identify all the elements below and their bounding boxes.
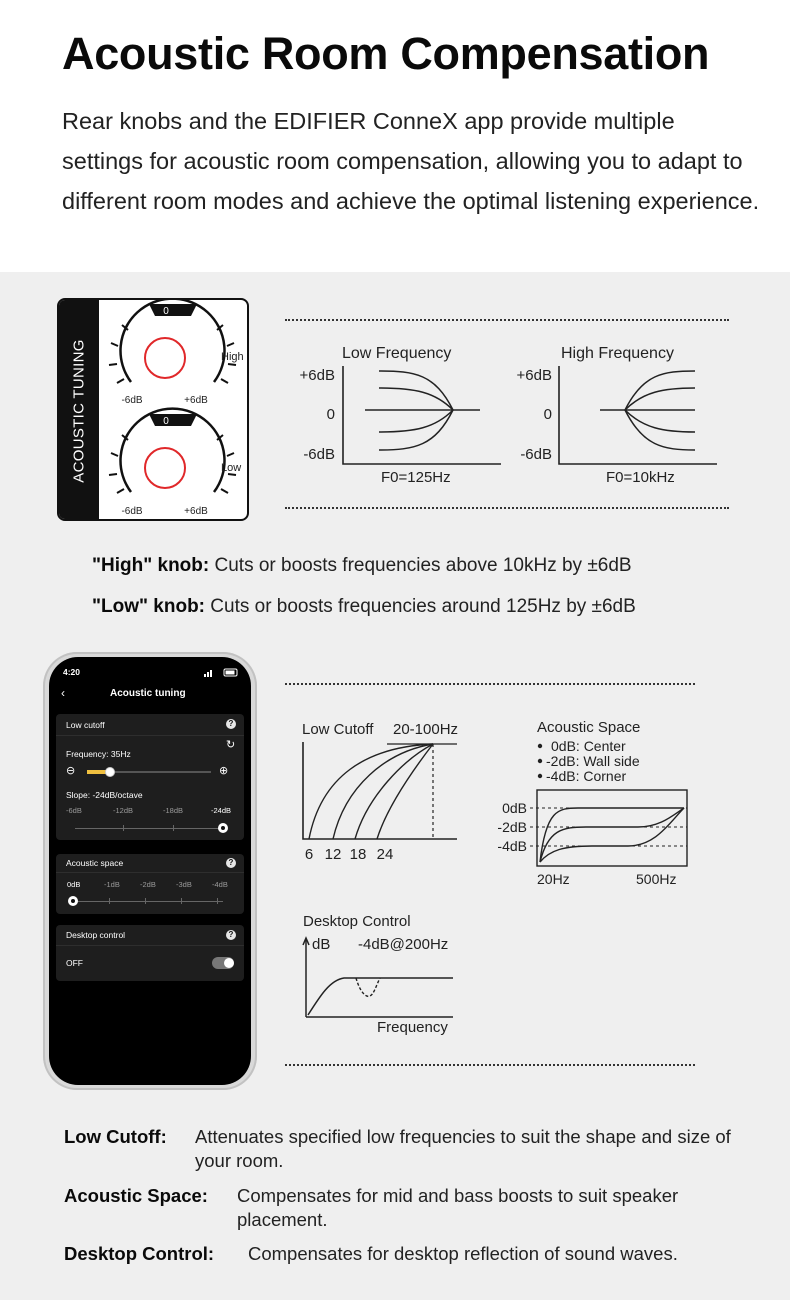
footer-item-name: Low Cutoff: [64,1126,167,1147]
acoustic-space-option[interactable]: -2dB [140,880,156,889]
divider-top [285,319,729,321]
acoustic-space-option[interactable]: -1dB [104,880,120,889]
acoustic-space-chart-title: Acoustic Space [537,719,641,736]
desktop-control-toggle[interactable] [212,957,234,969]
desktop-control-separator [56,945,244,946]
acoustic-space-option[interactable]: -4dB [212,880,228,889]
low-cutoff-help-icon[interactable]: ? [226,719,236,729]
status-icons [204,668,240,677]
high-knob-max: +6dB [184,395,208,406]
desktop-control-title: Desktop control [66,930,126,940]
acoustic-space-bullet: -2dB: Wall side [546,753,640,769]
acoustic-space-x-label: 500Hz [636,871,677,887]
intro-text: Rear knobs and the EDIFIER ConneX app provide multiple settings for acoustic room compensation, allowing you to adapt to different room modes and achieve the optimal listening experience. [62,108,760,214]
phone-screen [49,657,251,1085]
acoustic-space-separator [56,872,244,873]
slope-tick [173,825,174,831]
high-frequency-y-top: +6dB [516,367,552,384]
slope-option[interactable]: -12dB [113,806,134,815]
footer-item-name: Acoustic Space: [64,1185,208,1206]
low-knob-description [92,596,636,618]
acoustic-space-bullet: 0dB: Center [551,738,626,754]
back-icon[interactable]: ‹ [61,686,65,700]
tuning-strip-label: ACOUSTIC TUNING [70,339,88,483]
low-knob[interactable] [109,409,236,493]
acoustic-space-tick [181,898,182,904]
low-cutoff-chart [295,712,470,867]
slope-tick [123,825,124,831]
frequency-label: Frequency: 35Hz [66,749,131,759]
low-knob-name: "Low" knob: [92,596,205,617]
slope-slider-handle[interactable] [218,823,228,833]
high-knob-text: Cuts or boosts frequencies above 10kHz by ±6dB [209,555,632,576]
acoustic-space-option[interactable]: -3dB [176,880,192,889]
divider-bottom [285,507,729,509]
acoustic-space-option-selected[interactable]: 0dB [67,880,81,889]
low-cutoff-chart-range: 20-100Hz [393,721,459,738]
footer-item-text: Attenuates specified low frequencies to suit the shape and size of your room. [195,1126,731,1171]
low-cutoff-title: Low cutoff [66,720,105,730]
low-frequency-title: Low Frequency [342,345,452,362]
desktop-control-chart [298,908,463,1038]
low-knob-label: Low [221,462,242,474]
footer-item-text: Compensates for desktop reflection of sound waves. [248,1243,678,1264]
status-time: 4:20 [63,667,81,677]
acoustic-space-x-label: 20Hz [537,871,570,887]
acoustic-space-tick [109,898,110,904]
acoustic-space-tick [217,898,218,904]
acoustic-space-y-label: -2dB [497,819,527,835]
low-frequency-y-top: +6dB [299,367,335,384]
high-frequency-title: High Frequency [561,345,674,362]
low-frequency-y-mid: 0 [326,406,335,423]
low-frequency-footer: F0=125Hz [381,469,451,486]
high-knob[interactable] [109,300,236,383]
acoustic-space-y-label: -4dB [497,838,527,854]
low-cutoff-chart-title: Low Cutoff [302,721,374,738]
desktop-chart-title: Desktop Control [303,913,411,930]
slope-option[interactable]: -6dB [66,806,82,815]
desktop-chart-x-label: Frequency [377,1019,448,1036]
acoustic-space-tick [145,898,146,904]
low-cutoff-card [56,714,244,840]
desktop-chart-y-label: dB [312,936,331,953]
frequency-decrease-icon[interactable]: ⊖ [66,765,76,777]
slope-slider-track[interactable] [75,828,223,829]
acoustic-space-chart [488,712,698,892]
desktop-chart-note: -4dB@200Hz [358,936,449,953]
low-knob-zero: 0 [163,416,169,427]
phone-mockup [43,652,257,1090]
slope-option-selected[interactable]: -24dB [211,806,232,815]
low-knob-min: -6dB [121,506,143,517]
high-frequency-y-bottom: -6dB [520,446,552,463]
frequency-increase-icon[interactable]: ⊕ [219,765,229,777]
low-knob-text: Cuts or boosts frequencies around 125Hz by ±6dB [205,596,636,617]
low-cutoff-x-label: 12 [324,846,342,863]
high-knob-description [92,555,632,577]
page-title: Acoustic Room Compensation [62,28,710,79]
acoustic-space-help-icon[interactable]: ? [226,858,236,868]
acoustic-space-slider-handle[interactable] [68,896,78,906]
eq-charts [285,330,730,500]
high-knob-name: "High" knob: [92,555,210,576]
reset-icon[interactable]: ↻ [226,739,236,751]
acoustic-space-slider-track[interactable] [73,901,223,902]
acoustic-tuning-card [57,298,249,521]
header-section [0,0,790,272]
desktop-control-help-icon[interactable]: ? [226,930,236,940]
low-frequency-y-bottom: -6dB [303,446,335,463]
slope-option[interactable]: -18dB [163,806,184,815]
divider-lower [285,1064,695,1066]
low-cutoff-x-label: 24 [376,846,394,863]
low-cutoff-x-label: 6 [304,846,314,863]
high-knob-zero: 0 [163,306,169,317]
high-frequency-chart [517,345,717,486]
high-frequency-footer: F0=10kHz [606,469,675,486]
low-knob-max: +6dB [184,506,208,517]
divider-upper [285,683,695,685]
slope-label: Slope: -24dB/octave [66,790,143,800]
nav-title: Acoustic tuning [110,688,186,699]
low-frequency-chart [300,345,501,486]
acoustic-space-bullet: -4dB: Corner [546,768,627,784]
footer-item-name: Desktop Control: [64,1243,215,1264]
knob-dials [59,300,249,521]
low-cutoff-x-label: 18 [349,846,367,863]
acoustic-space-title: Acoustic space [66,858,124,868]
high-knob-min: -6dB [121,395,143,406]
desktop-control-state: OFF [66,958,83,968]
high-frequency-y-mid: 0 [543,406,552,423]
acoustic-space-y-label: 0dB [502,800,527,816]
high-knob-label: High [221,351,244,363]
low-cutoff-separator [56,735,244,736]
footer-item-text: Compensates for mid and bass boosts to suit speaker placement. [237,1185,679,1230]
